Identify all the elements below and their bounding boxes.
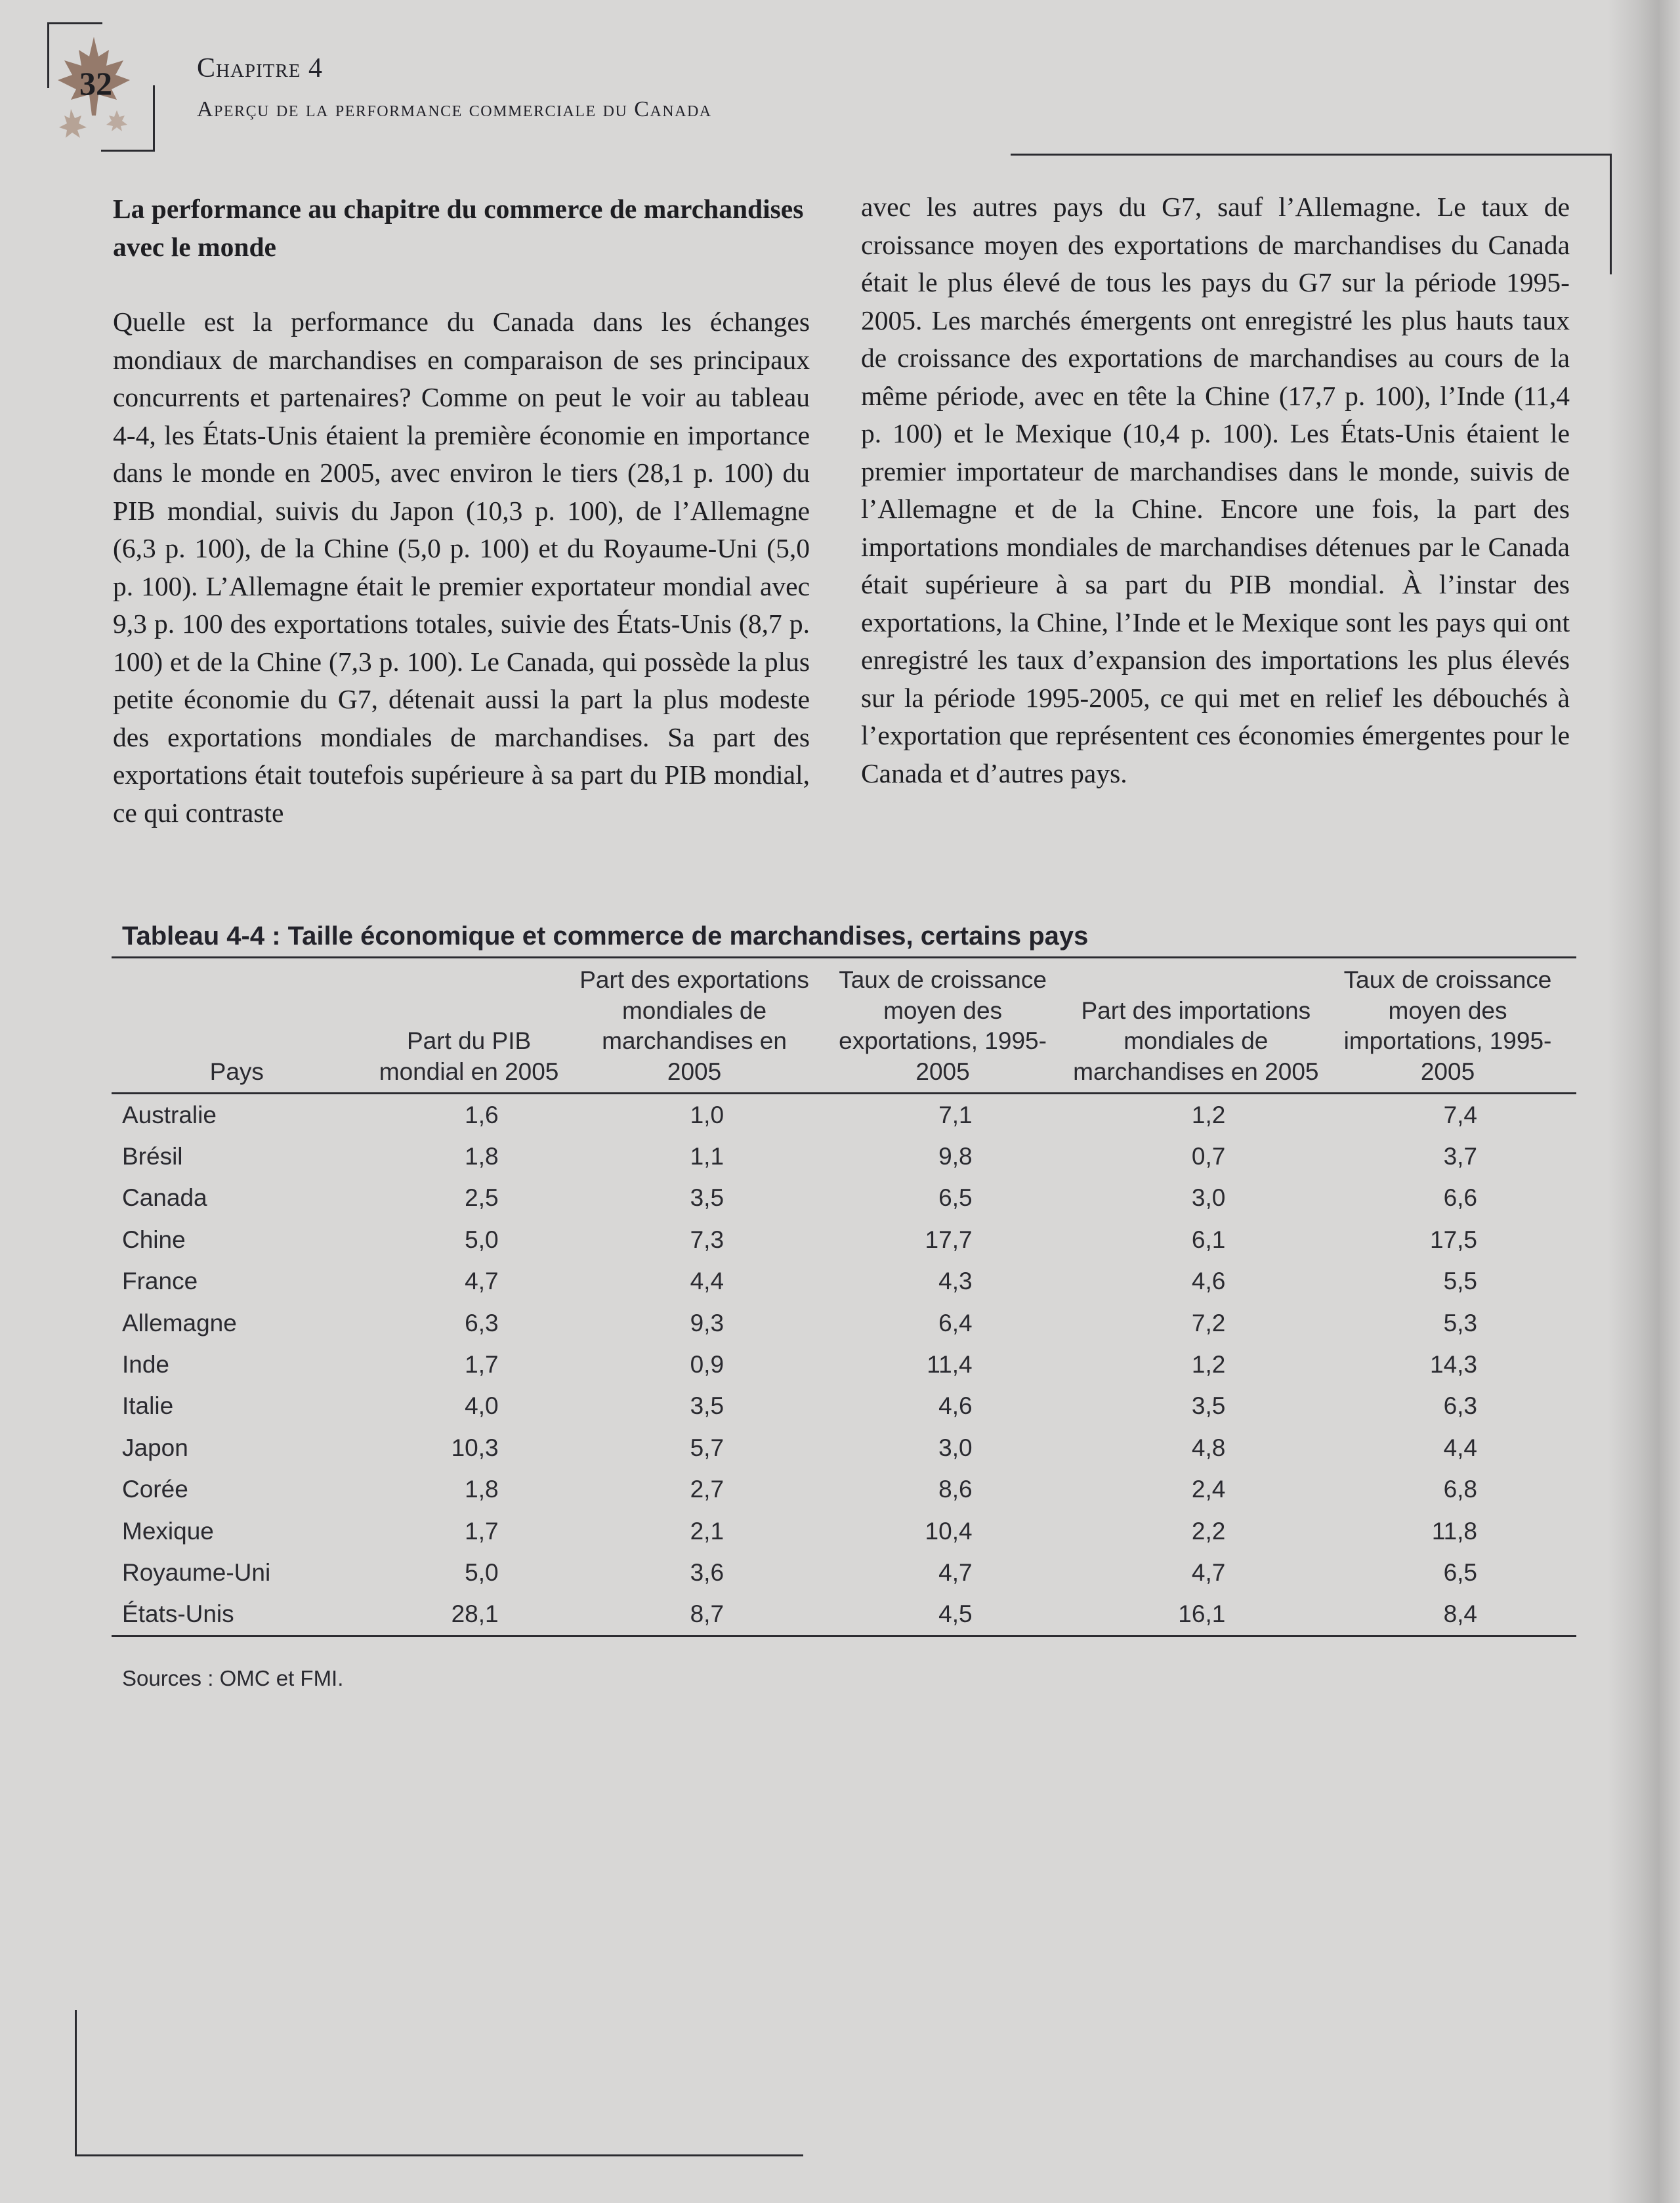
column-header: Part des exportations mondiales de marchandises en 2005: [576, 960, 813, 1094]
table-body: [112, 1094, 1576, 1636]
value-cell: [1073, 1469, 1319, 1510]
value-text: 1,2: [1191, 1101, 1226, 1128]
value-text: 4,8: [1191, 1434, 1226, 1461]
value-text: 17,5: [1430, 1226, 1478, 1253]
country-cell: Inde: [122, 1351, 170, 1379]
value-text: 10,3: [451, 1434, 499, 1461]
table-row: [112, 1219, 1576, 1260]
value-text: 1,8: [465, 1143, 499, 1170]
value-cell: [1319, 1594, 1576, 1636]
table-row: [112, 1302, 1576, 1344]
value-cell: [576, 1427, 813, 1468]
value-cell: [1073, 1302, 1319, 1344]
value-text: 5,5: [1443, 1268, 1478, 1295]
value-text: 3,0: [1191, 1184, 1226, 1212]
page-number: 32: [79, 65, 112, 102]
value-text: 3,6: [690, 1558, 724, 1586]
value-cell: [576, 1261, 813, 1302]
value-text: 1,7: [465, 1351, 499, 1379]
value-cell: [362, 1302, 576, 1344]
value-text: 7,2: [1191, 1309, 1226, 1337]
value-text: 5,0: [465, 1226, 499, 1253]
value-cell: [1073, 1552, 1319, 1593]
value-cell: [362, 1427, 576, 1468]
value-text: 0,9: [690, 1351, 724, 1379]
header-frame-left: [47, 22, 49, 88]
value-text: 2,5: [465, 1184, 499, 1212]
value-text: 4,5: [938, 1600, 973, 1628]
value-text: 6,6: [1443, 1184, 1478, 1212]
header-frame-bottom: [101, 150, 155, 152]
table-row: [112, 1427, 1576, 1468]
value-cell: [1319, 1094, 1576, 1136]
value-cell: [576, 1302, 813, 1344]
value-text: 2,1: [690, 1517, 724, 1545]
value-text: 3,5: [690, 1392, 724, 1420]
country-cell: États-Unis: [112, 1594, 362, 1636]
footer-frame-bottom: [75, 2154, 803, 2156]
paragraph-left: Quelle est la performance du Canada dans les échanges mondiaux de marchandises en comparaison de ses principaux concurrents et partenaires? Comme on peut le voir au tableau 4-4, les États-Unis étaient la première économie en importance dans le monde en 2005, avec environ le tiers (28,1 p. 100) du PIB mondial, suivis du Japon (10,3 p. 100), de l’Allemagne (6,3 p. 100), de la Chine (5,0 p. 100) et du Royaume-Uni (5,0 p. 100). L’Allemagne était le premier exportateur mondial avec 9,3 p. 100 des exportations totales, suivie des États-Unis (8,7 p. 100) et de la Chine (7,3 p. 100). Le Canada, qui possède la plus petite économie du G7, détenait aussi la part la plus modeste des exportations mondiales de marchandises. Sa part des exportations était toutefois supérieure à sa part du PIB mondial, ce qui contraste: [113, 307, 810, 828]
value-cell: [1073, 1510, 1319, 1552]
value-text: 2,2: [1191, 1517, 1226, 1545]
table-sources: Sources : OMC et FMI.: [122, 1666, 344, 1690]
value-cell: [362, 1261, 576, 1302]
table-row: [112, 1552, 1576, 1593]
value-text: 3,7: [1443, 1143, 1478, 1170]
value-cell: [576, 1469, 813, 1510]
header-right-rule-drop: [1610, 154, 1612, 274]
value-text: 4,7: [465, 1268, 499, 1295]
value-cell: [576, 1136, 813, 1177]
column-header: Pays: [112, 960, 362, 1094]
value-cell: [1319, 1469, 1576, 1510]
column-header: Part des importations mondiales de marchandises en 2005: [1073, 960, 1319, 1094]
column-header: Taux de croissance moyen des exportations, 1995-2005: [813, 960, 1073, 1094]
value-cell: [813, 1427, 1073, 1468]
value-cell: [362, 1469, 576, 1510]
value-text: 2,7: [690, 1476, 724, 1503]
header-frame-right: [153, 85, 155, 151]
value-cell: [576, 1594, 813, 1636]
value-text: 3,5: [690, 1184, 724, 1212]
value-cell: [813, 1302, 1073, 1344]
value-text: 6,4: [938, 1309, 973, 1337]
country-cell: Brésil: [122, 1143, 183, 1170]
table-row: [112, 1469, 1576, 1510]
column-header: Part du PIB mondial en 2005: [362, 960, 576, 1094]
value-text: 1,7: [465, 1517, 499, 1545]
value-cell: [813, 1386, 1073, 1427]
country-cell: Mexique: [122, 1517, 214, 1545]
value-cell: [362, 1178, 576, 1219]
value-text: 11,8: [1431, 1517, 1478, 1545]
chapter-label: Chapitre 4: [197, 53, 323, 83]
value-cell: [362, 1344, 576, 1385]
table-row: [112, 1094, 1576, 1136]
value-cell: [1319, 1427, 1576, 1468]
country-cell: Allemagne: [122, 1309, 237, 1337]
value-text: 6,5: [1443, 1558, 1478, 1586]
table-row: [112, 1386, 1576, 1427]
table-row: [112, 1178, 1576, 1219]
value-cell: [813, 1469, 1073, 1510]
value-cell: [1319, 1261, 1576, 1302]
value-text: 4,4: [690, 1268, 724, 1295]
value-cell: [576, 1386, 813, 1427]
value-text: 28,1: [451, 1600, 499, 1628]
value-text: 4,0: [465, 1392, 499, 1420]
value-cell: [576, 1344, 813, 1385]
value-cell: [1073, 1219, 1319, 1260]
value-text: 6,1: [1191, 1226, 1226, 1253]
value-text: 1,2: [1191, 1351, 1226, 1379]
table-title: Tableau 4-4 : Taille économique et commerce de marchandises, certains pays: [122, 922, 1089, 951]
value-text: 6,8: [1443, 1476, 1478, 1503]
value-cell: [1073, 1178, 1319, 1219]
value-cell: [576, 1094, 813, 1136]
value-cell: [362, 1552, 576, 1593]
value-text: 6,3: [1443, 1392, 1478, 1420]
country-cell: Corée: [122, 1476, 188, 1503]
value-cell: [1319, 1136, 1576, 1177]
value-cell: [576, 1178, 813, 1219]
table-row: [112, 1594, 1576, 1636]
section-heading: La performance au chapitre du commerce de marchandises avec le monde: [113, 194, 804, 262]
value-text: 7,4: [1443, 1101, 1478, 1128]
text-column-left: [113, 190, 810, 832]
value-cell: [1073, 1136, 1319, 1177]
table-row: [112, 1136, 1576, 1177]
table-top-rule: [112, 956, 1576, 958]
value-cell: [813, 1552, 1073, 1593]
value-text: 17,7: [925, 1226, 973, 1253]
value-cell: [362, 1510, 576, 1552]
value-cell: [1073, 1427, 1319, 1468]
value-cell: [813, 1219, 1073, 1260]
value-text: 9,8: [938, 1143, 973, 1170]
value-text: 3,5: [1191, 1392, 1226, 1420]
value-cell: [576, 1552, 813, 1593]
value-text: 1,8: [465, 1476, 499, 1503]
country-cell: Australie: [122, 1101, 217, 1128]
value-text: 14,3: [1430, 1351, 1478, 1379]
value-cell: [1319, 1386, 1576, 1427]
book-spine-shadow: [1608, 0, 1680, 2203]
value-cell: [1319, 1510, 1576, 1552]
country-cell: Canada: [122, 1184, 207, 1212]
value-text: 1,1: [690, 1143, 724, 1170]
country-cell: Chine: [122, 1226, 186, 1253]
value-text: 1,6: [465, 1101, 499, 1128]
country-cell: France: [122, 1268, 198, 1295]
value-cell: [1319, 1552, 1576, 1593]
value-text: 3,0: [938, 1434, 973, 1461]
value-cell: [576, 1510, 813, 1552]
country-cell: Italie: [122, 1392, 174, 1420]
value-text: 7,1: [938, 1101, 973, 1128]
value-text: 9,3: [690, 1309, 724, 1337]
value-text: 5,0: [465, 1558, 499, 1586]
value-cell: [1319, 1302, 1576, 1344]
value-text: 2,4: [1191, 1476, 1226, 1503]
value-text: 10,4: [925, 1517, 973, 1545]
value-text: 4,7: [1191, 1558, 1226, 1586]
value-text: 6,3: [465, 1309, 499, 1337]
value-text: 11,4: [927, 1351, 973, 1379]
value-cell: [813, 1136, 1073, 1177]
value-cell: [362, 1594, 576, 1636]
value-cell: [1319, 1219, 1576, 1260]
value-cell: [1319, 1178, 1576, 1219]
text-column-right: [861, 188, 1570, 792]
data-table: [112, 960, 1576, 1637]
value-cell: [813, 1094, 1073, 1136]
value-text: 5,3: [1443, 1309, 1478, 1337]
footer-frame-left: [75, 2010, 77, 2156]
value-cell: [813, 1344, 1073, 1385]
value-cell: [1073, 1344, 1319, 1385]
table-header-row: [112, 960, 1576, 1094]
country-cell: Japon: [122, 1434, 188, 1461]
header-frame-top: [47, 22, 102, 24]
value-text: 8,4: [1443, 1600, 1478, 1628]
value-text: 4,7: [938, 1558, 973, 1586]
value-text: 0,7: [1191, 1143, 1226, 1170]
value-cell: [813, 1594, 1073, 1636]
value-text: 1,0: [690, 1101, 724, 1128]
table-row: [112, 1510, 1576, 1552]
value-cell: [362, 1136, 576, 1177]
value-cell: [576, 1219, 813, 1260]
value-text: 8,6: [938, 1476, 973, 1503]
value-text: 7,3: [690, 1226, 724, 1253]
value-text: 16,1: [1178, 1600, 1226, 1628]
value-cell: [362, 1386, 576, 1427]
value-text: 6,5: [938, 1184, 973, 1212]
country-cell: Royaume-Uni: [122, 1558, 271, 1586]
column-header: Taux de croissance moyen des importations, 1995-2005: [1319, 960, 1576, 1094]
value-cell: [813, 1510, 1073, 1552]
value-cell: [362, 1219, 576, 1260]
header-right-rule: [1011, 154, 1612, 156]
value-text: 5,7: [690, 1434, 724, 1461]
value-text: 4,4: [1443, 1434, 1478, 1461]
value-cell: [1073, 1386, 1319, 1427]
table-row: [112, 1261, 1576, 1302]
value-text: 8,7: [690, 1600, 724, 1628]
paragraph-right: avec les autres pays du G7, sauf l’Allemagne. Le taux de croissance moyen des exportations de marchandises du Canada était le plus élevé de tous les pays du G7 sur la période 1995-2005. Les marchés émergents ont enregistré les plus hauts taux de croissance des exportations de marchandises au cours de la même période, avec en tête la Chine (17,7 p. 100), l’Inde (11,4 p. 100) et le Mexique (10,4 p. 100). Les États-Unis étaient le premier importateur de marchandises dans le monde, suivis de l’Allemagne et de la Chine. Encore une fois, la part des importations mondiales de marchandises détenues par le Canada était supérieure à sa part du PIB mondial. À l’instar des exportations, la Chine, l’Inde et le Mexique sont les pays qui ont enregistré les taux d’expansion des importations les plus élevés sur la période 1995-2005, ce qui met en relief les débouchés à l’exportation que représentent ces économies émergentes pour le Canada et d’autres pays.: [861, 192, 1570, 788]
value-cell: [813, 1261, 1073, 1302]
value-cell: [362, 1094, 576, 1136]
value-text: 4,6: [1191, 1268, 1226, 1295]
value-cell: [1319, 1344, 1576, 1385]
value-text: 4,3: [938, 1268, 973, 1295]
value-cell: [1073, 1594, 1319, 1636]
value-cell: [813, 1178, 1073, 1219]
value-text: 4,6: [938, 1392, 973, 1420]
value-cell: [1073, 1261, 1319, 1302]
value-cell: [1073, 1094, 1319, 1136]
table-row: [112, 1344, 1576, 1385]
chapter-title: Aperçu de la performance commerciale du Canada: [197, 97, 712, 121]
